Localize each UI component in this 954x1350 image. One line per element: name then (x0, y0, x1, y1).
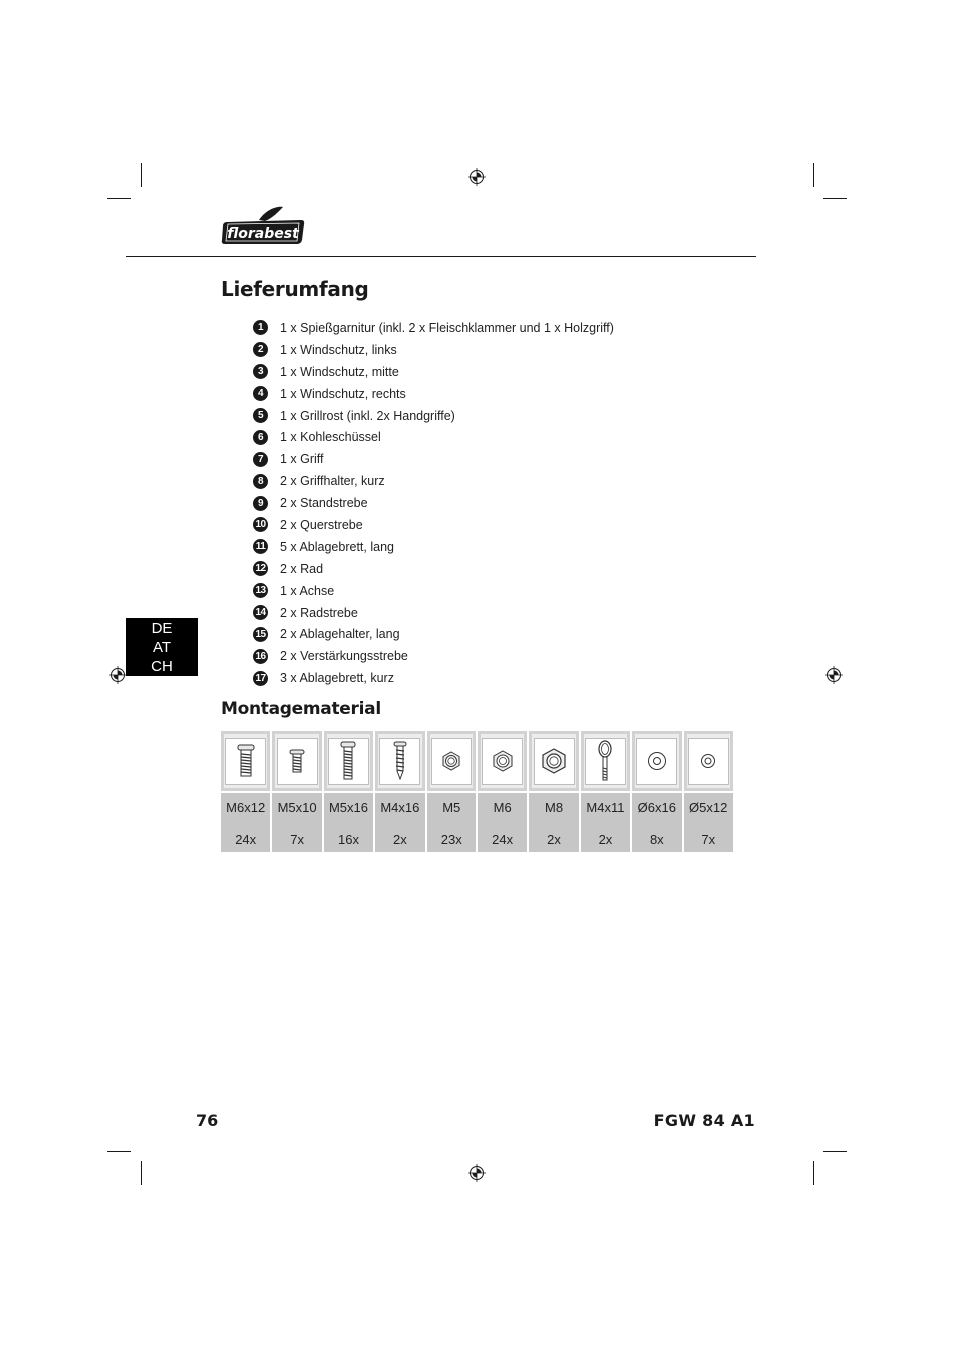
item-text: 1 x Kohleschüssel (280, 430, 381, 445)
list-item (253, 645, 614, 667)
hardware-quantity: 7x (290, 832, 304, 847)
list-item (253, 602, 614, 624)
section-title-montagematerial: Montagematerial (221, 699, 381, 719)
hardware-label: M6x12 (226, 800, 266, 815)
list-item (253, 361, 614, 383)
item-text: 2 x Verstärkungsstrebe (280, 649, 408, 664)
list-item (253, 667, 614, 689)
list-item (253, 448, 614, 470)
hardware-quantity: 24x (235, 832, 257, 847)
list-item (253, 580, 614, 602)
nut-small-icon (441, 751, 461, 771)
item-number: 15 (253, 627, 268, 642)
item-text: 1 x Grillrost (inkl. 2x Handgriffe) (280, 408, 455, 423)
hardware-quantity: 2x (598, 832, 613, 847)
section-title-lieferumfang: Lieferumfang (221, 277, 369, 301)
hardware-item (478, 731, 527, 852)
item-text: 2 x Rad (280, 561, 324, 576)
registration-mark-icon (468, 168, 486, 186)
hardware-quantity: 23x (440, 832, 462, 847)
hardware-item (324, 731, 373, 852)
wood-screw-icon (393, 741, 407, 781)
crop-mark (823, 198, 847, 199)
item-text: 2 x Griffhalter, kurz (280, 474, 385, 489)
item-text: 2 x Radstrebe (280, 605, 358, 620)
registration-mark-icon (468, 1164, 486, 1182)
item-text: 1 x Windschutz, links (280, 342, 397, 357)
hardware-label: M5x10 (277, 800, 317, 815)
lang-de: DE (151, 619, 173, 637)
item-number: 2 (253, 342, 268, 357)
item-number: 6 (253, 430, 268, 445)
list-item (253, 558, 614, 580)
hardware-label: Ø5x12 (689, 800, 728, 815)
item-text: 2 x Ablagehalter, lang (280, 627, 400, 642)
crop-mark (141, 163, 142, 187)
item-number: 13 (253, 583, 268, 598)
crop-mark (107, 1151, 131, 1152)
hardware-label: M6 (493, 800, 512, 815)
item-text: 1 x Windschutz, mitte (280, 364, 399, 379)
item-text: 2 x Querstrebe (280, 517, 363, 532)
washer-small-icon (700, 753, 716, 769)
list-item (253, 405, 614, 427)
item-number: 7 (253, 452, 268, 467)
item-text: 1 x Spießgarnitur (inkl. 2 x Fleischklammer und 1 x Holzgriff) (280, 320, 614, 335)
hardware-label: M4x11 (586, 800, 625, 815)
hardware-item (581, 731, 630, 852)
language-tab (126, 618, 198, 676)
screw-long-icon (340, 741, 356, 781)
item-text: 5 x Ablagebrett, lang (280, 539, 394, 554)
hardware-label: M5 (442, 800, 461, 815)
hardware-item (684, 731, 733, 852)
item-number: 4 (253, 386, 268, 401)
item-text: 1 x Windschutz, rechts (280, 386, 406, 401)
hardware-item (221, 731, 270, 852)
list-item (253, 492, 614, 514)
parts-list (253, 317, 614, 689)
page-number: 76 (196, 1111, 219, 1130)
hardware-label: M5x16 (328, 800, 368, 815)
hardware-item (529, 731, 578, 852)
hardware-item (272, 731, 321, 852)
hardware-item (632, 731, 681, 852)
crop-mark (107, 198, 131, 199)
header-rule (126, 256, 756, 257)
item-text: 1 x Griff (280, 452, 324, 467)
hardware-table (221, 731, 733, 852)
screw-large-icon (237, 743, 255, 779)
item-number: 16 (253, 649, 268, 664)
list-item (253, 383, 614, 405)
brand-logo (221, 206, 305, 246)
hardware-label: M8 (545, 800, 564, 815)
item-number: 14 (253, 605, 268, 620)
item-text: 1 x Achse (280, 583, 335, 598)
item-text: 2 x Standstrebe (280, 496, 368, 511)
model-number: FGW 84 A1 (653, 1111, 755, 1130)
registration-mark-icon (109, 666, 127, 684)
hardware-item (427, 731, 476, 852)
washer-large-icon (647, 751, 667, 771)
item-number: 1 (253, 320, 268, 335)
item-number: 11 (253, 539, 268, 554)
hardware-quantity: 16x (337, 832, 359, 847)
hardware-quantity: 2x (393, 832, 407, 847)
item-number: 12 (253, 561, 268, 576)
hardware-item (375, 731, 424, 852)
item-number: 8 (253, 474, 268, 489)
list-item (253, 426, 614, 448)
hardware-quantity: 7x (701, 832, 716, 847)
lang-ch: CH (151, 657, 173, 675)
item-number: 9 (253, 496, 268, 511)
lang-at: AT (152, 638, 172, 656)
crop-mark (141, 1161, 142, 1185)
list-item (253, 317, 614, 339)
crop-mark (813, 163, 814, 187)
item-number: 10 (253, 517, 268, 532)
nut-medium-icon (492, 750, 514, 772)
list-item (253, 623, 614, 645)
hardware-quantity: 24x (492, 832, 514, 847)
brand-logo-text: florabest (227, 226, 299, 242)
list-item (253, 514, 614, 536)
item-number: 3 (253, 364, 268, 379)
eye-bolt-icon (597, 740, 613, 782)
list-item (253, 339, 614, 361)
item-text: 3 x Ablagebrett, kurz (280, 671, 394, 686)
hardware-quantity: 2x (547, 832, 561, 847)
registration-mark-icon (825, 666, 843, 684)
crop-mark (813, 1161, 814, 1185)
hardware-quantity: 8x (649, 832, 664, 847)
list-item (253, 470, 614, 492)
nut-large-icon (541, 748, 567, 774)
hardware-label: Ø6x16 (637, 800, 676, 815)
hardware-label: M4x16 (380, 800, 420, 815)
item-number: 17 (253, 671, 268, 686)
crop-mark (823, 1151, 847, 1152)
screw-small-icon (289, 746, 305, 776)
item-number: 5 (253, 408, 268, 423)
list-item (253, 536, 614, 558)
